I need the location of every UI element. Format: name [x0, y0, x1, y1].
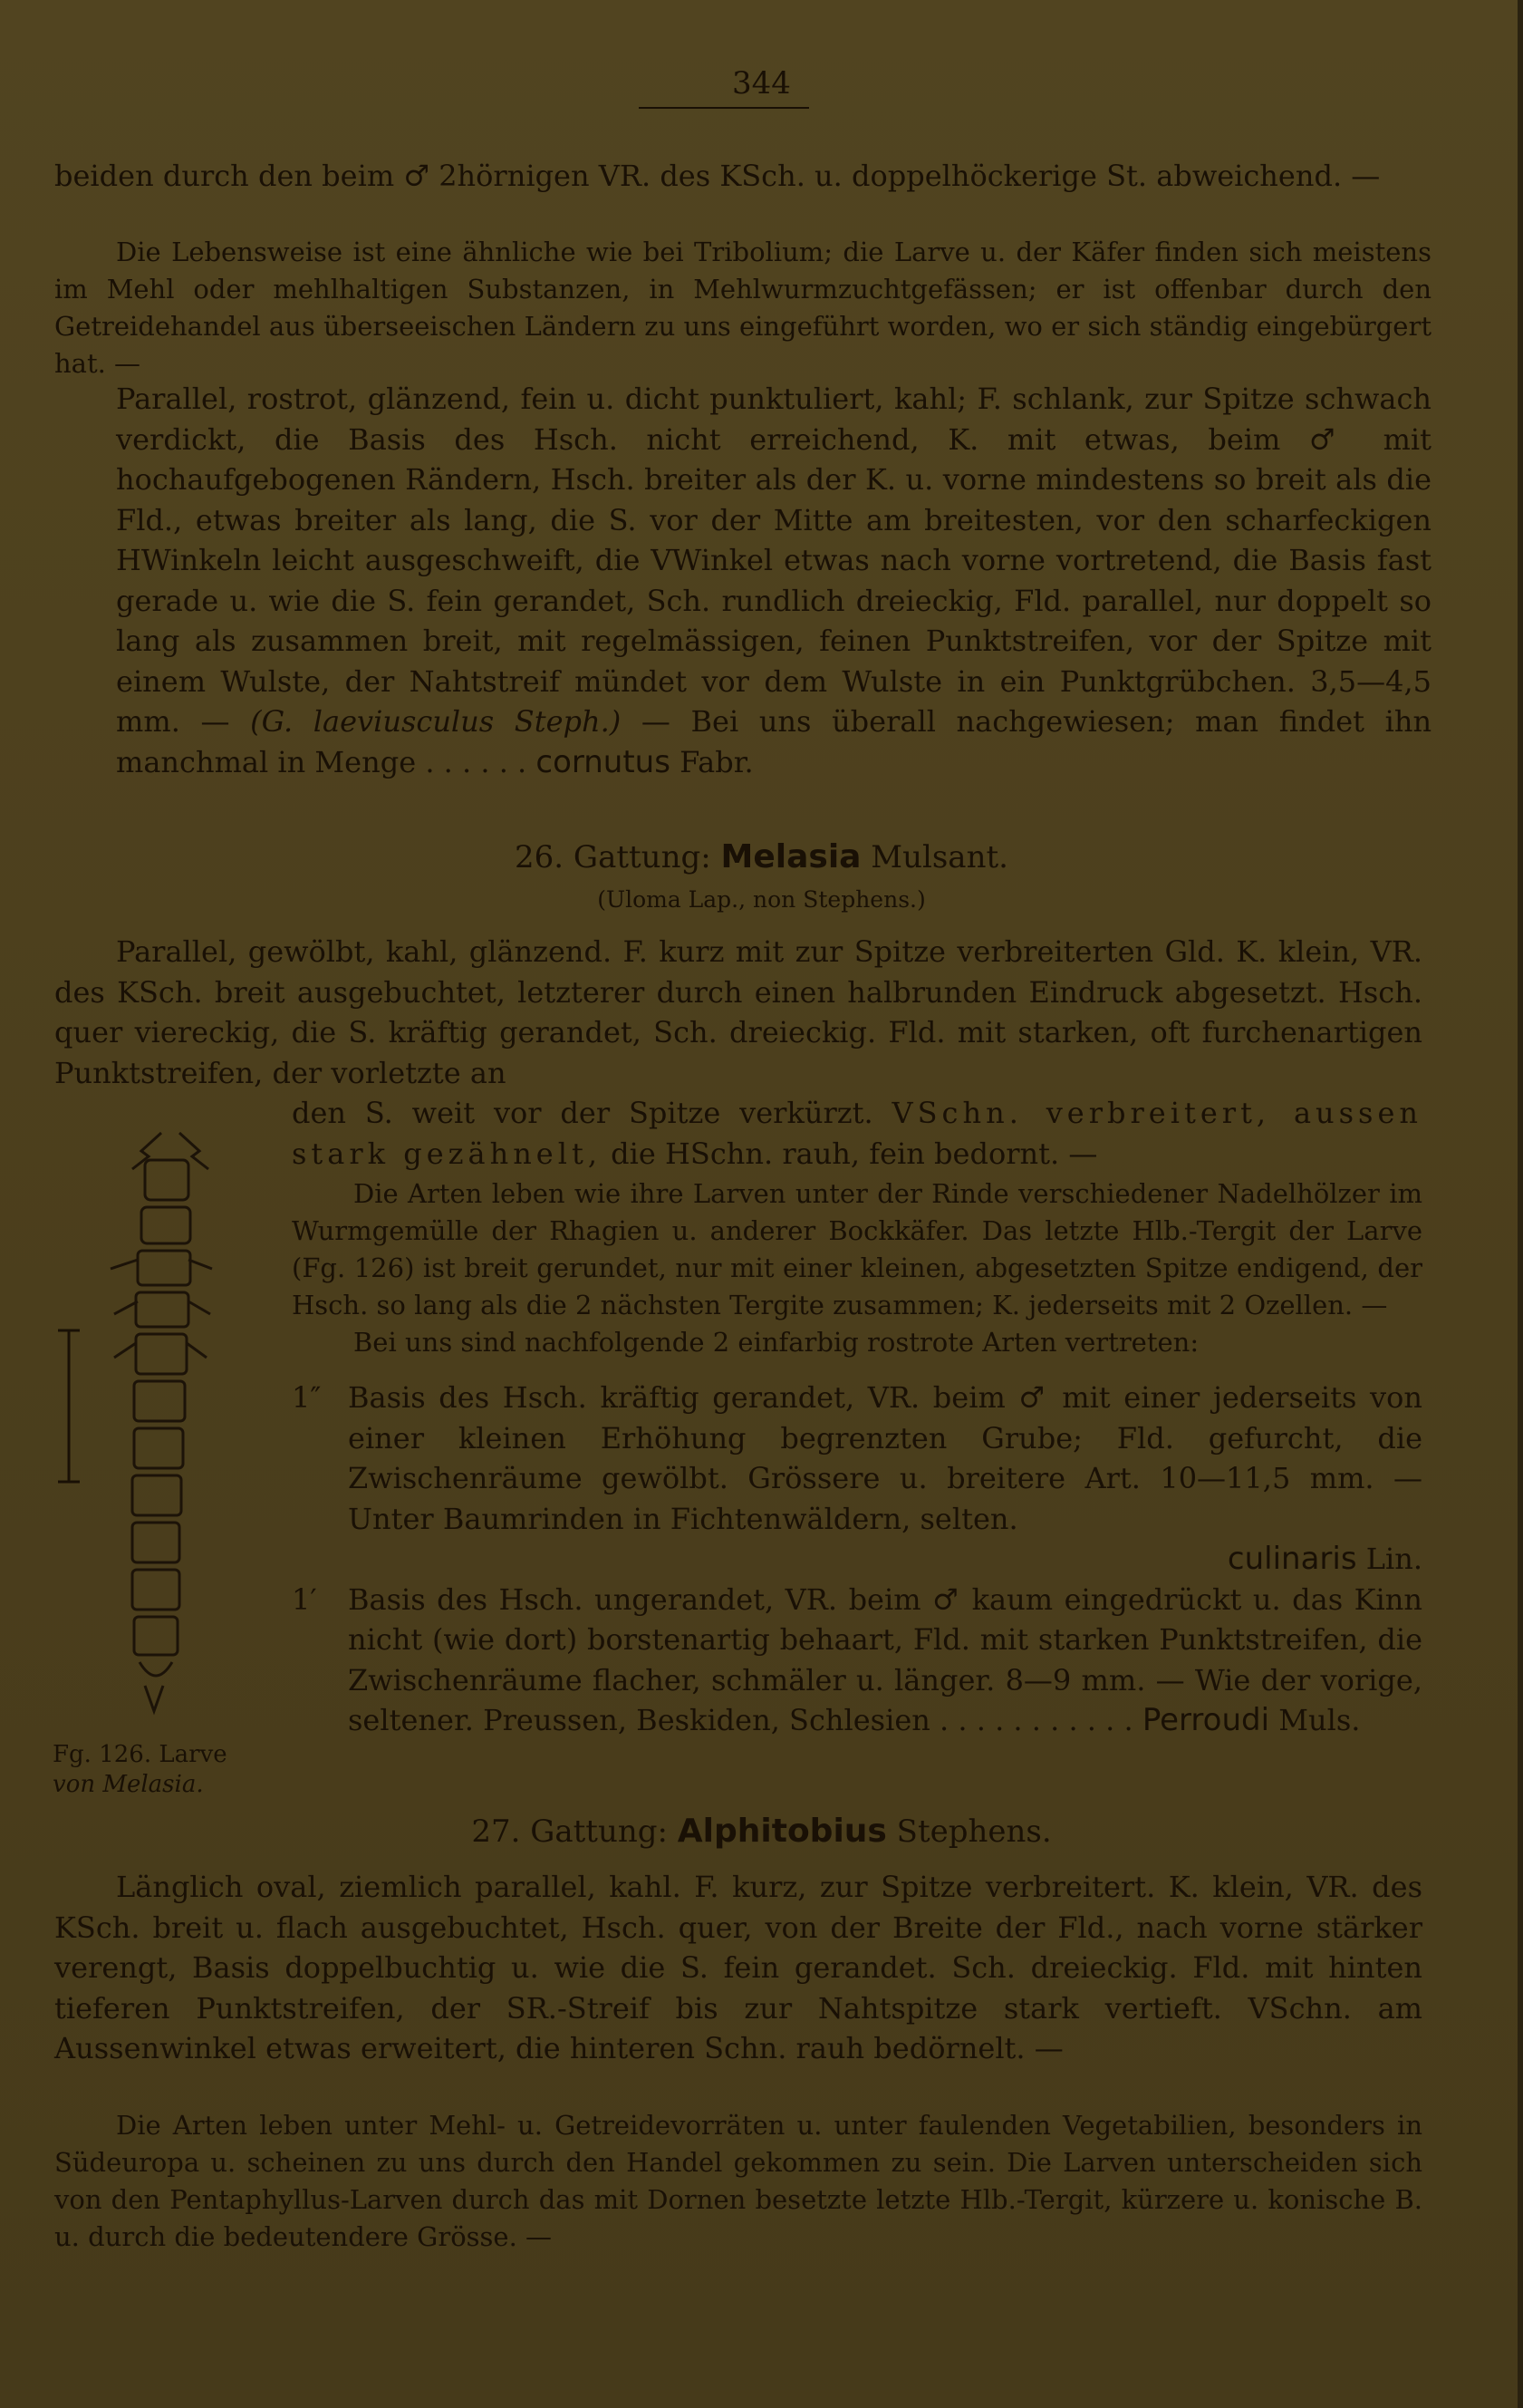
genus-name: Alphitobius [677, 1813, 887, 1850]
caption-taxon: von Melasia. [53, 1771, 204, 1798]
alphitobius-biology [54, 2107, 1422, 2256]
couplet-2-body: Basis des Hsch. ungerandet, VR. beim ♂ kaum eingedrückt u. das Kinn nicht (wie dort) borstenartig behaart, Fld. mit starken Punktstreifen, die Zwischenräume flacher, schmäler u. länger. 8—9 mm. — Wie der vorige, seltener. Preussen, Beskiden, Schlesien . . . . . . . . . . . [348, 1581, 1422, 1737]
figure-caption [53, 1740, 270, 1800]
intro-line: beiden durch den beim ♂ 2hörnigen VR. des KSch. u. doppelhöckerige St. abweichend. — [54, 159, 1381, 193]
melasia-biology-text: Die Arten leben wie ihre Larven unter der Rinde verschiedener Nadelhölzer im Wurmgemülle der Rhagien u. anderer Bockkäfer. Das letzte Hlb.-Tergit der Larve (Fg. 126) ist breit gerundet, nur mit einer kleinen, abgesetzten Spitze endigend, der Hsch. so lang als die 2 nächsten Tergite zusammen; K. jederseits mit 2 Ozellen. — [292, 1178, 1422, 1320]
species-name: culinaris [1227, 1541, 1357, 1577]
species-key [292, 1378, 1422, 1741]
alphitobius-description-text: Länglich oval, ziemlich parallel, kahl. F. kurz, zur Spitze verbreitert. K. klein, VR. des KSch. breit u. flach ausgebuchtet, Hsch. quer, von der Breite der Fld., nach vorne stärker verengt, Basis doppelbuchtig u. wie die S. fein gerandet. Sch. dreieckig. Fld. mit hinten tieferen Punktstreifen, der SR.-Streif bis zur Nahtspitze stark vertieft. VSchn. am Aussenwinkel etwas erweitert, die hinteren Schn. rauh bedörnelt. — [54, 1870, 1422, 2065]
cornutus-description [116, 379, 1431, 782]
genus-number: 27. Gattung: [471, 1813, 668, 1850]
alphitobius-description [54, 1867, 1422, 2069]
melasia-description-b-line [292, 1093, 1422, 1174]
melasia-description-a: Parallel, gewölbt, kahl, glänzend. F. kurz mit zur Spitze verbreiterten Gld. K. klein, VR. des KSch. breit ausgebuchtet, letzterer durch einen halbrunden Eindruck abgesetzt. Hsch. quer viereckig, die S. kräftig gerandet, Sch. dreieckig. Fld. mit starken, oft furchenartigen Punktstreifen, der vorletzte an [54, 934, 1422, 1090]
intro-biology [54, 234, 1431, 382]
species-author: Fabr. [680, 744, 754, 779]
species-name: Perroudi [1142, 1702, 1270, 1738]
genus-number: 26. Gattung: [515, 839, 711, 875]
caption-taxon-line [53, 1770, 270, 1800]
melasia-description-c: die HSchn. rauh, fein bedornt. — [611, 1136, 1098, 1171]
species-name: cornutus [535, 743, 670, 780]
genus-name: Melasia [720, 838, 862, 875]
species-author: Muls. [1278, 1703, 1361, 1737]
page-edge [1518, 0, 1523, 2408]
cornutus-rest: — Bei uns überall nachgewiesen; man findet ihn manchmal in Menge . . . . . . [116, 704, 1432, 779]
cornutus-text: Parallel, rostrot, glänzend, fein u. dicht punktuliert, kahl; F. schlank, zur Spitze schwach verdickt, die Basis des Hsch. nicht erreichend, K. mit etwas, beim ♂ mit hochaufgebogenen Rändern, Hsch. breiter als der K. u. vorne mindestens so breit als die Fld., etwas breiter als lang, die S. vor der Mitte am breitesten, vor den scharfeckigen HWinkeln leicht ausgeschweift, die VWinkel etwas nach vorne vortretend, die Basis fast gerade u. wie die S. fein gerandet, Sch. rundlich dreieckig, Fld. parallel, nur doppelt so lang als zusammen breit, mit regelmässigen, feinen Punktstreifen, vor der Spitze mit einem Wulste, der Nahtstreif mündet vor dem Wulste in ein Punktgrübchen. 3,5—4,5 mm. — [116, 382, 1431, 739]
melasia-spaced-text: VSchn. verbreitert, aussen stark gezähnelt, [292, 1096, 1423, 1171]
key-intro: Bei uns sind nachfolgende 2 einfarbig rostrote Arten vertreten: [353, 1327, 1200, 1358]
couplet-number: 1″ [292, 1380, 322, 1415]
couplet-number: 1′ [292, 1581, 317, 1617]
genus-author: Stephens. [896, 1813, 1052, 1850]
larva-illustration [43, 1124, 279, 1740]
caption-label: Fg. 126. Larve [53, 1741, 227, 1768]
melasia-description [54, 932, 1422, 1093]
header-rule [639, 107, 809, 109]
genus-synonymy: (Uloma Lap., non Stephens.) [597, 886, 926, 913]
genus-heading-alphitobius [0, 1813, 1523, 1850]
cornutus-synonym: (G. laeviusculus Steph.) [250, 704, 622, 739]
couplet-1 [292, 1378, 1422, 1539]
couplet-2 [292, 1580, 1422, 1741]
alphitobius-biology-text: Die Arten leben unter Mehl- u. Getreidevorräten u. unter faulenden Vegetabilien, besonders in Südeuropa u. scheinen zu uns durch den Handel gekommen zu sein. Die Larven unterscheiden sich von den Pentaphyllus-Larven durch das mit Dornen besetzte letzte Hlb.-Tergit, kürzere u. konische B. u. durch die bedeutendere Grösse. — [54, 2110, 1422, 2252]
species-author: Lin. [1365, 1542, 1422, 1576]
couplet-text: Basis des Hsch. kräftig gerandet, VR. beim ♂ mit einer jederseits von einer kleinen Erhöhung begrenzten Grube; Fld. gefurcht, die Zwischenräume gewölbt. Grössere u. breitere Art. 10—11,5 mm. — Unter Baumrinden in Fichtenwäldern, selten. [348, 1380, 1422, 1536]
species-cornutus [116, 379, 1431, 782]
genus-author: Mulsant. [871, 839, 1008, 875]
biology-paragraph: Die Lebensweise ist eine ähnliche wie bei Tribolium; die Larve u. der Käfer finden sich meistens im Mehl oder mehlhaltigen Substanzen, in Mehlwurmzuchtgefässen; er ist offenbar durch den Getreidehandel aus überseeischen Ländern zu uns eingeführt worden, wo er sich ständig eingebürgert hat. — [54, 237, 1431, 379]
species-line-culinaris [292, 1539, 1422, 1580]
page-number: 344 [732, 65, 791, 102]
intro-block [54, 156, 1431, 197]
genus-heading-melasia [0, 838, 1523, 875]
couplet-text [348, 1580, 1422, 1741]
melasia-biology [292, 1175, 1422, 1361]
melasia-description-b: den S. weit vor der Spitze verkürzt. [292, 1096, 873, 1130]
melasia-description-cont [292, 1093, 1422, 1174]
